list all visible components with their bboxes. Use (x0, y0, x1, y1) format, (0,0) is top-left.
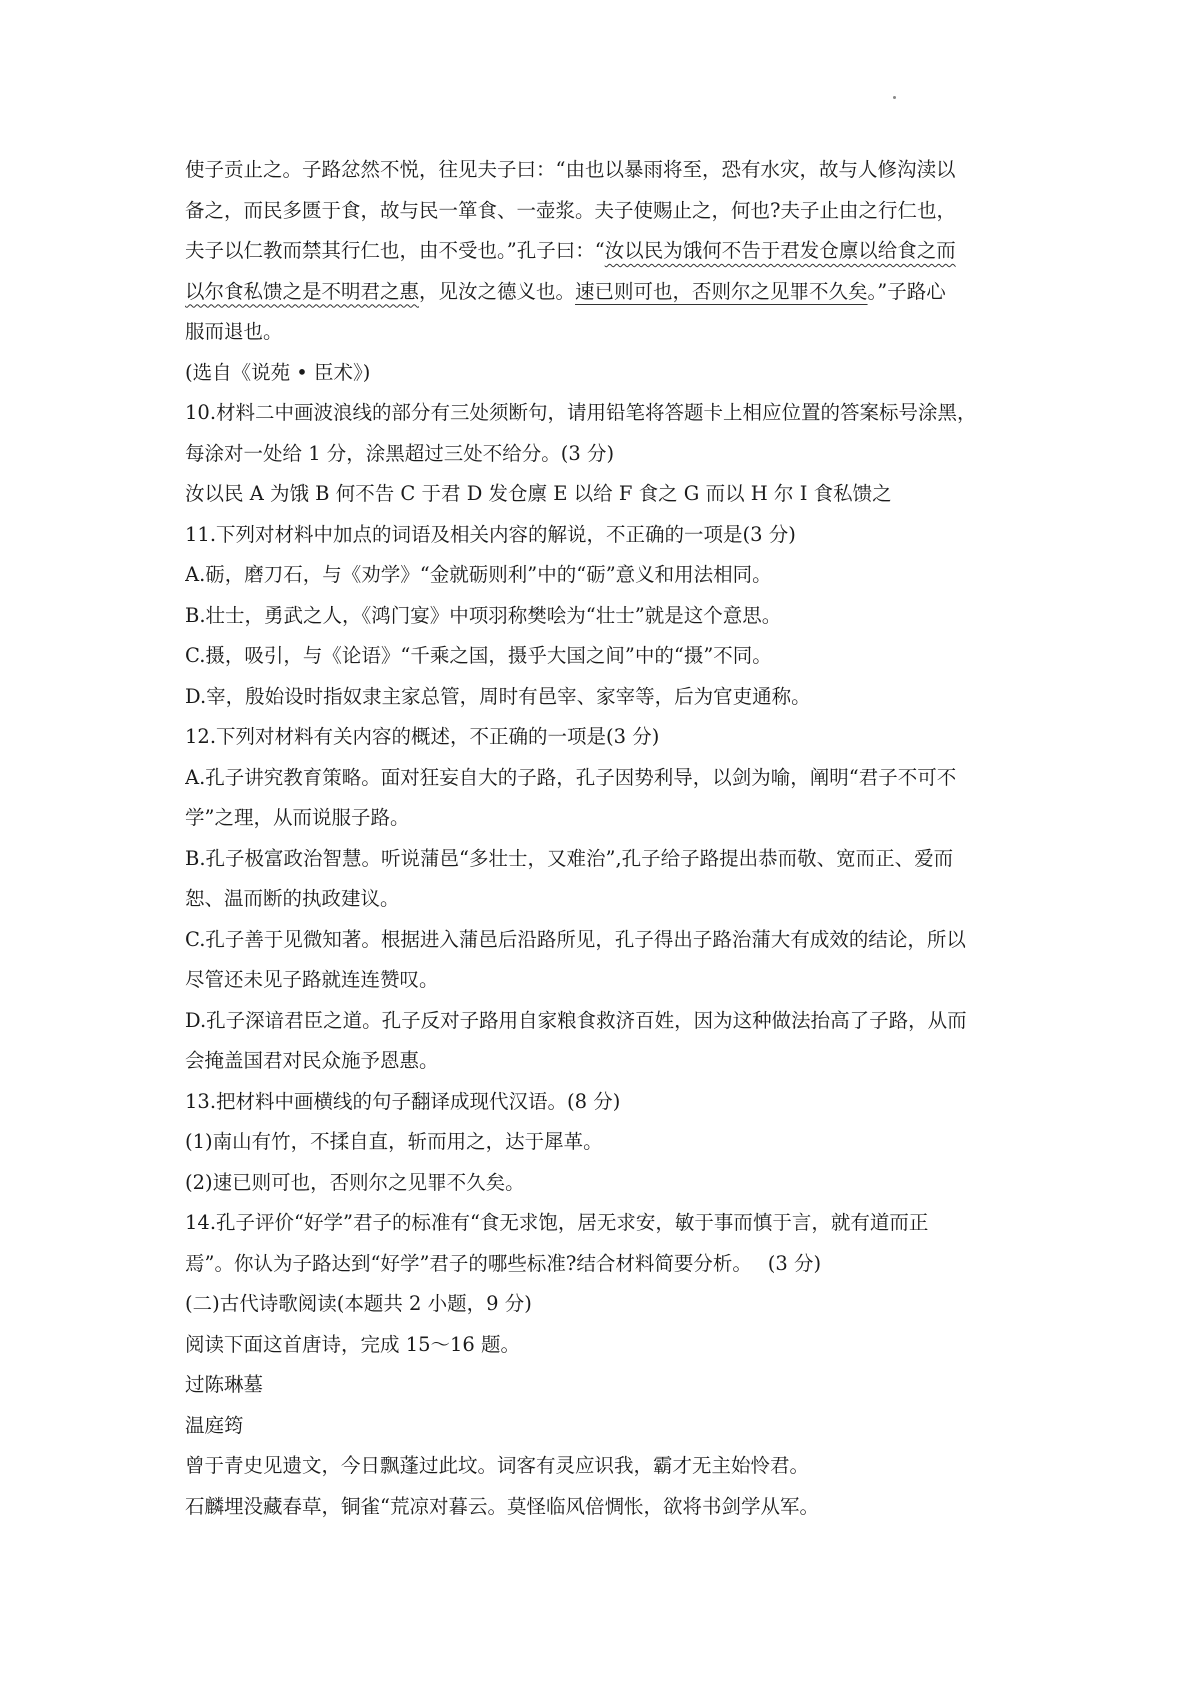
question-12-option-c-line-1: C.孔子善于见微知著。根据进入蒲邑后沿路所见，孔子得出子路治蒲大有成效的结论，所以 (185, 927, 966, 951)
underlined-sentence: 速已则可也，否则尔之见罪不久矣 (575, 279, 868, 303)
passage-line-4-mid: ，见汝之德义也。 (419, 279, 576, 303)
question-10-line-2: 每涂对一处给 1 分，涂黑超过三处不给分。(3 分) (185, 441, 615, 465)
question-11-option-b: B.壮士，勇武之人，《鸿门宴》中项羽称樊哙为“壮士”就是这个意思。 (185, 603, 782, 627)
passage-line-1: 使子贡止之。子路忿然不悦，往见夫子曰：“由也以暴雨将至，恐有水灾，故与人修沟渎以 (185, 158, 956, 181)
question-12-option-d-line-1: D.孔子深谙君臣之道。孔子反对子路用自家粮食救济百姓，因为这种做法抬高了子路，从而 (185, 1008, 967, 1032)
question-11-stem: 11.下列对材料中加点的词语及相关内容的解说，不正确的一项是(3 分) (185, 522, 796, 546)
document-body (185, 150, 1035, 1527)
poem-line-2: 石麟埋没藏春草，铜雀“荒凉对暮云。莫怪临风倍惆怅，欲将书剑学从军。 (185, 1494, 819, 1518)
passage-source: (选自《说苑 • 臣术》) (185, 360, 371, 384)
question-12-option-a-line-2: 学”之理，从而说服子路。 (185, 806, 410, 829)
question-10-line-1: 10.材料二中画波浪线的部分有三处须断句，请用铅笔将答题卡上相应位置的答案标号涂黑， (185, 401, 977, 424)
question-13-sentence-2: (2)速已则可也，否则尔之见罪不久矣。 (185, 1170, 525, 1194)
section-2-heading: (二)古代诗歌阅读(本题共 2 小题，9 分) (185, 1292, 532, 1315)
passage-line-4 (185, 272, 1035, 313)
question-12-option-b-line-2: 恕、温而断的执政建议。 (185, 887, 400, 910)
question-12-option-b-line-1: B.孔子极富政治智慧。听说蒲邑“多壮士，又难治”,孔子给子路提出恭而敬、宽而正、爱而 (185, 846, 954, 870)
question-11-option-c: C.摄，吸引，与《论语》“千乘之国，摄乎大国之间”中的“摄”不同。 (185, 644, 772, 667)
wavy-underlined-text-2: 以尔食私馈之是不明君之惠 (185, 279, 420, 303)
question-11-option-d: D.宰，殷始设时指奴隶主家总管，周时有邑宰、家宰等，后为官吏通称。 (185, 684, 811, 708)
poem-author: 温庭筠 (185, 1413, 244, 1437)
question-12-stem: 12.下列对材料有关内容的概述，不正确的一项是(3 分) (185, 725, 660, 748)
section-2-instruction: 阅读下面这首唐诗，完成 15～16 题。 (185, 1332, 521, 1356)
wavy-underlined-text: 汝以民为饿何不告于君发仓廪以给食之而 (604, 239, 956, 262)
passage-line-5: 服而退也。 (185, 320, 283, 343)
poem-line-1: 曾于青史见遗文，今日飘蓬过此坟。词客有灵应识我，霸才无主始怜君。 (185, 1454, 810, 1477)
passage-line-2: 备之，而民多匮于食，故与民一箪食、一壶浆。夫子使赐止之，何也?夫子止由之行仁也， (185, 198, 956, 222)
passage-line-3 (185, 231, 1035, 272)
question-13-stem: 13.把材料中画横线的句子翻译成现代汉语。(8 分) (185, 1089, 621, 1113)
question-12-option-d-line-2: 会掩盖国君对民众施予恩惠。 (185, 1049, 439, 1072)
question-14-line-1: 14.孔子评价“好学”君子的标准有“食无求饱，居无求安，敏于事而慎于言，就有道而正 (185, 1211, 929, 1234)
question-10-options: 汝以民 A 为饿 B 何不告 C 于君 D 发仓廪 E 以给 F 食之 G 而以 H 尔 I 食私馈之 (185, 482, 892, 505)
question-12-option-a-line-1: A.孔子讲究教育策略。面对狂妄自大的子路，孔子因势利导，以剑为喻，阐明“君子不可不 (185, 765, 957, 789)
passage-line-3-text: 夫子以仁教而禁其行仁也，由不受也。”孔子曰：“ (185, 239, 605, 262)
question-14-line-2: 焉”。你认为子路达到“好学”君子的哪些标准?结合材料简要分析。 (3 分) (185, 1251, 822, 1275)
question-13-sentence-1: (1)南山有竹，不揉自直，斩而用之，达于犀革。 (185, 1130, 603, 1153)
header-mark (893, 96, 896, 99)
poem-title: 过陈琳墓 (185, 1373, 264, 1396)
question-12-option-c-line-2: 尽管还未见子路就连连赞叹。 (185, 968, 439, 991)
passage-line-4-end: 。”子路心 (867, 279, 946, 303)
question-11-option-a: A.砺，磨刀石，与《劝学》“金就砺则利”中的“砺”意义和用法相同。 (185, 563, 772, 586)
